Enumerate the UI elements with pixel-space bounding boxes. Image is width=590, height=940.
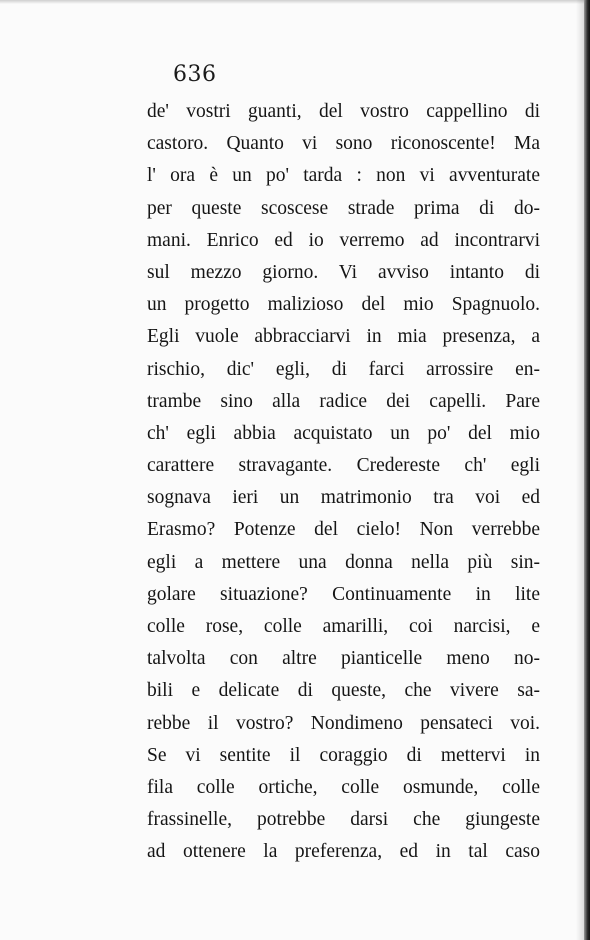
page-top-edge — [0, 0, 590, 4]
text-line: ad ottenere la preferenza, ed in tal caso — [147, 841, 540, 863]
text-line: fila colle ortiche, colle osmunde, colle — [147, 776, 540, 798]
text-line: carattere stravagante. Credereste ch' egli — [147, 455, 540, 477]
text-line: rebbe il vostro? Nondimeno pensateci voi. — [147, 712, 540, 734]
text-line: ch' egli abbia acquistato un po' del mio — [147, 422, 540, 444]
text-line: trambe sino alla radice dei capelli. Pare — [147, 390, 540, 412]
text-line: un progetto malizioso del mio Spagnuolo. — [147, 294, 540, 316]
text-line: egli a mettere una donna nella più sin- — [147, 551, 540, 573]
text-line: sognava ieri un matrimonio tra voi ed — [147, 487, 540, 509]
text-line: castoro. Quanto vi sono riconoscente! Ma — [147, 133, 540, 155]
text-line: frassinelle, potrebbe darsi che giungeste — [147, 809, 540, 831]
text-line: mani. Enrico ed io verremo ad incontrarvi — [147, 229, 540, 251]
text-line: rischio, dic' egli, di farci arrossire en- — [147, 358, 540, 380]
page-number: 636 — [173, 62, 217, 87]
text-line: l' ora è un po' tarda : non vi avventurate — [147, 165, 540, 187]
text-line: sul mezzo giorno. Vi avviso intanto di — [147, 261, 540, 283]
body-text — [147, 96, 540, 869]
text-line: Egli vuole abbracciarvi in mia presenza, a — [147, 326, 540, 348]
text-line: bili e delicate di queste, che vivere sa- — [147, 680, 540, 702]
text-line: de' vostri guanti, del vostro cappellino di — [147, 101, 540, 122]
text-line: Se vi sentite il coraggio di mettervi in — [147, 744, 540, 766]
text-line: colle rose, colle amarilli, coi narcisi, e — [147, 616, 540, 637]
binding-shadow — [576, 0, 584, 940]
text-line: per queste scoscese strade prima di do- — [147, 197, 540, 219]
text-line: Erasmo? Potenze del cielo! Non verrebbe — [147, 519, 540, 541]
text-line: golare situazione? Continuamente in lite — [147, 583, 540, 605]
binding-edge — [584, 0, 590, 940]
text-line: talvolta con altre pianticelle meno no- — [147, 648, 540, 670]
